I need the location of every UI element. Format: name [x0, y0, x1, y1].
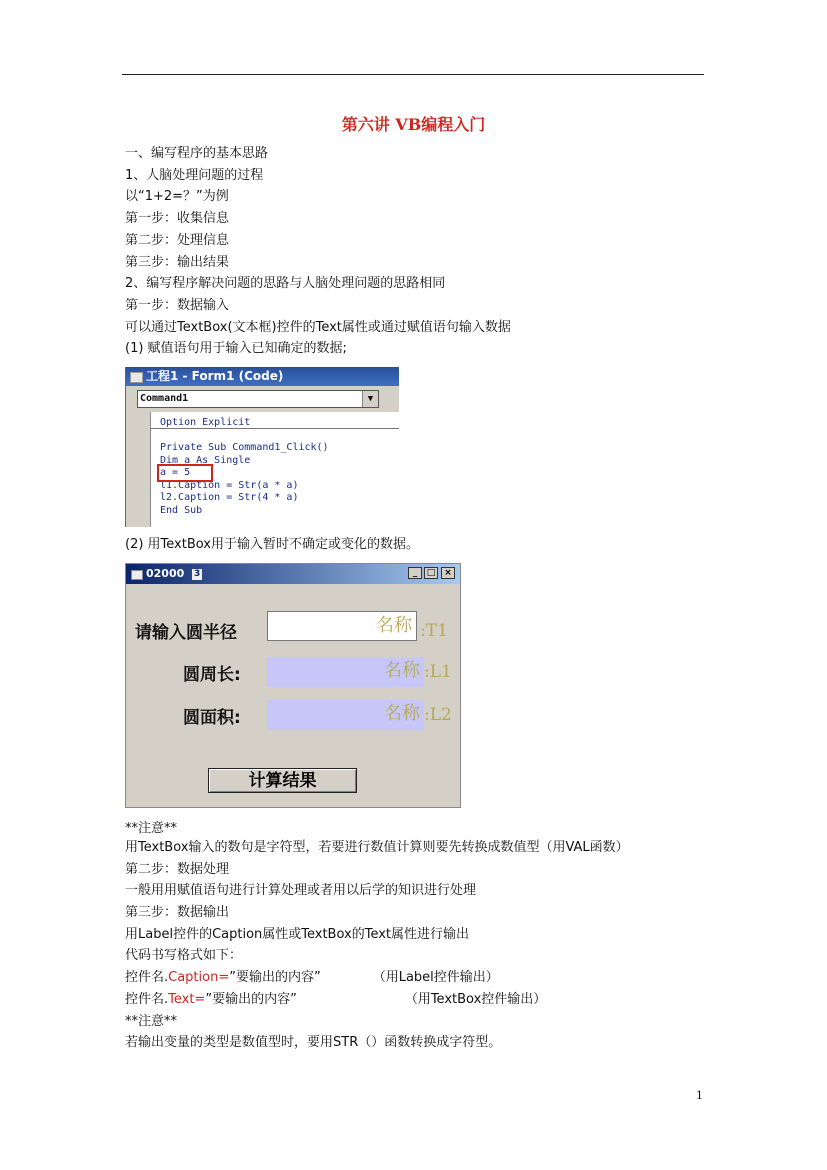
- code-line: l2.Caption = Str(4 * a): [160, 492, 299, 503]
- area-output: [267, 700, 424, 730]
- code-line: Dim a As Single: [160, 454, 251, 466]
- tag-l2: :L2: [424, 705, 452, 725]
- text-line: 用Label控件的Caption属性或TextBox的Text属性进行输出: [125, 927, 470, 942]
- maximize-icon[interactable]: □: [424, 567, 438, 579]
- text-line: 一般用用赋值语句进行计算处理或者用以后学的知识进行处理: [125, 883, 477, 898]
- perimeter-output: [267, 657, 424, 687]
- text-line: 第三步：输出结果: [125, 255, 230, 270]
- text-line: 第三步：数据输出: [125, 905, 230, 920]
- close-icon[interactable]: ×: [441, 567, 455, 579]
- code-separator: [150, 428, 399, 429]
- tag-l1: :L1: [424, 662, 452, 682]
- text-line: 第一步：收集信息: [125, 211, 230, 226]
- code-line: End Sub: [160, 504, 203, 516]
- title-badge: 3: [193, 568, 201, 579]
- format-line-caption: [125, 969, 499, 987]
- text-line: 2、编写程序解决问题的思路与人脑处理问题的思路相同: [125, 276, 446, 291]
- text-line: 第二步：处理信息: [125, 233, 230, 248]
- format-prop: Caption=: [168, 970, 230, 985]
- form-window-title: 02000: [146, 567, 185, 580]
- text-line: (2) 用TextBox用于输入暂时不确定或变化的数据。: [125, 537, 420, 552]
- format-note: （用TextBox控件输出）: [404, 992, 547, 1007]
- text-line: 用TextBox输入的数句是字符型，若要进行数值计算则要先转换成数值型（用VAL函数）: [125, 840, 629, 855]
- format-rest: ”要输出的内容”: [205, 992, 297, 1007]
- code-window: [125, 367, 399, 527]
- radius-label: 请输入圆半径: [135, 623, 237, 643]
- perimeter-label: 圆周长:: [183, 665, 241, 685]
- text-line: 第二步：数据处理: [125, 862, 230, 877]
- combo-row: [126, 386, 399, 412]
- window-icon: [130, 372, 143, 383]
- code-window-title: 工程1 - Form1 (Code): [146, 369, 284, 383]
- format-prefix: 控件名.: [125, 992, 169, 1007]
- text-line: 一、编写程序的基本思路: [125, 146, 269, 161]
- radius-input[interactable]: [267, 611, 417, 641]
- tag-t1: :T1: [420, 621, 448, 641]
- label-placeholder: 名称: [384, 660, 420, 681]
- text-line: **注意**: [125, 821, 178, 836]
- object-combo[interactable]: [137, 390, 379, 408]
- chevron-down-icon[interactable]: ▼: [362, 391, 378, 407]
- text-line: 代码书写格式如下：: [125, 948, 243, 963]
- code-line: l1.Caption = Str(a * a): [160, 479, 299, 491]
- code-option: Option Explicit: [160, 417, 251, 428]
- form-window-titlebar: [126, 564, 460, 584]
- area-label: 圆面积:: [183, 708, 241, 728]
- format-note: （用Label控件输出）: [372, 970, 499, 985]
- text-line: (1) 赋值语句用于输入已知确定的数据;: [125, 341, 347, 356]
- format-prop: Text=: [168, 992, 206, 1007]
- text-line: 若输出变量的类型是数值型时，要用STR（）函数转换成字符型。: [125, 1035, 502, 1050]
- text-line: 1、人脑处理问题的过程: [125, 168, 264, 183]
- code-window-titlebar: [126, 367, 399, 386]
- text-line: 以“1+2=？”为例: [125, 189, 229, 204]
- calculate-button[interactable]: 计算结果: [208, 768, 357, 793]
- text-line: 可以通过TextBox(文本框)控件的Text属性或通过赋值语句输入数据: [125, 320, 511, 335]
- page-title: 第六讲 VB编程入门: [341, 115, 486, 134]
- format-rest: ”要输出的内容”: [229, 970, 321, 985]
- textbox-placeholder: 名称: [376, 615, 412, 636]
- text-line: **注意**: [125, 1014, 178, 1029]
- text-line: 第一步：数据输入: [125, 298, 230, 313]
- label-placeholder: 名称: [384, 703, 420, 724]
- object-combo-value: Command1: [140, 393, 189, 404]
- code-line: Private Sub Command1_Click(): [160, 442, 329, 453]
- form-window: [125, 563, 461, 808]
- highlight-box: [157, 464, 213, 482]
- minimize-icon[interactable]: _: [408, 567, 422, 579]
- window-icon: [131, 570, 143, 580]
- code-line: a = 5: [160, 467, 191, 478]
- code-gutter: [126, 412, 151, 527]
- format-line-text: [125, 991, 546, 1009]
- format-prefix: 控件名.: [125, 970, 169, 985]
- header-rule: [122, 74, 704, 75]
- page-number: 1: [696, 1089, 703, 1102]
